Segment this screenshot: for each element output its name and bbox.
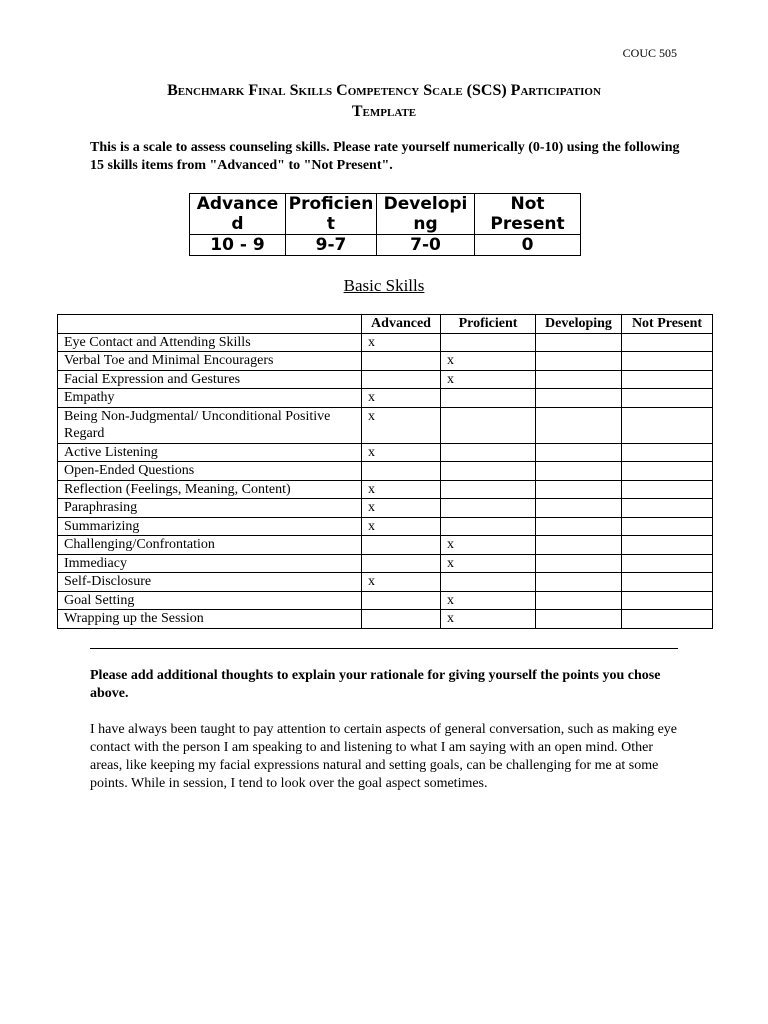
mark-not-present [622, 517, 713, 536]
mark-developing [536, 610, 622, 629]
scale-header-developing: Developing [377, 194, 475, 235]
mark-developing [536, 591, 622, 610]
skill-name: Wrapping up the Session [58, 610, 362, 629]
skill-name: Challenging/Confrontation [58, 536, 362, 555]
mark-advanced: x [362, 480, 441, 499]
mark-not-present [622, 352, 713, 371]
mark-not-present [622, 610, 713, 629]
mark-proficient [441, 499, 536, 518]
mark-not-present [622, 443, 713, 462]
skills-table-body [58, 333, 713, 628]
scale-range-proficient: 9-7 [286, 235, 377, 256]
scale-range-not-present: 0 [475, 235, 581, 256]
mark-not-present [622, 462, 713, 481]
mark-proficient [441, 389, 536, 408]
mark-developing [536, 407, 622, 443]
mark-proficient [441, 573, 536, 592]
scale-header-advanced: Advanced [190, 194, 286, 235]
mark-developing [536, 517, 622, 536]
mark-proficient [441, 480, 536, 499]
mark-proficient: x [441, 610, 536, 629]
scale-header-proficient: Proficient [286, 194, 377, 235]
skill-name: Eye Contact and Attending Skills [58, 333, 362, 352]
skills-table [57, 314, 713, 629]
mark-not-present [622, 499, 713, 518]
mark-proficient [441, 462, 536, 481]
mark-developing [536, 443, 622, 462]
mark-proficient: x [441, 591, 536, 610]
mark-advanced: x [362, 389, 441, 408]
mark-proficient: x [441, 352, 536, 371]
table-row [58, 517, 713, 536]
mark-advanced [362, 554, 441, 573]
skills-header-advanced: Advanced [362, 315, 441, 334]
scale-range-row [190, 235, 581, 256]
mark-not-present [622, 333, 713, 352]
divider-line [90, 648, 678, 649]
table-row [58, 499, 713, 518]
mark-developing [536, 462, 622, 481]
skill-name: Immediacy [58, 554, 362, 573]
mark-advanced [362, 462, 441, 481]
mark-proficient: x [441, 554, 536, 573]
skill-name: Active Listening [58, 443, 362, 462]
skill-name: Goal Setting [58, 591, 362, 610]
scale-header-not-present: Not Present [475, 194, 581, 235]
mark-advanced [362, 536, 441, 555]
skill-name: Being Non-Judgmental/ Unconditional Positive Regard [58, 407, 362, 443]
skill-name: Reflection (Feelings, Meaning, Content) [58, 480, 362, 499]
table-row [58, 389, 713, 408]
mark-advanced: x [362, 407, 441, 443]
mark-not-present [622, 370, 713, 389]
mark-proficient: x [441, 536, 536, 555]
mark-proficient [441, 407, 536, 443]
mark-developing [536, 554, 622, 573]
document-title [90, 80, 678, 122]
mark-advanced [362, 370, 441, 389]
mark-developing [536, 480, 622, 499]
mark-advanced: x [362, 333, 441, 352]
mark-not-present [622, 536, 713, 555]
table-row [58, 573, 713, 592]
table-row [58, 536, 713, 555]
mark-proficient [441, 333, 536, 352]
mark-not-present [622, 389, 713, 408]
skill-name: Self-Disclosure [58, 573, 362, 592]
table-row [58, 443, 713, 462]
table-row [58, 480, 713, 499]
mark-developing [536, 352, 622, 371]
mark-not-present [622, 591, 713, 610]
table-row [58, 370, 713, 389]
mark-not-present [622, 554, 713, 573]
title-line-1: Benchmark Final Skills Competency Scale (SCS) Participation [167, 82, 601, 99]
mark-advanced: x [362, 573, 441, 592]
skills-header-developing: Developing [536, 315, 622, 334]
mark-not-present [622, 407, 713, 443]
mark-developing [536, 536, 622, 555]
intro-text: This is a scale to assess counseling skills. Please rate yourself numerically (0-10) using the following 15 skills items from "Advanced" to "Not Present". [90, 140, 680, 173]
scale-range-advanced: 10 - 9 [190, 235, 286, 256]
mark-developing [536, 333, 622, 352]
mark-advanced: x [362, 443, 441, 462]
table-row [58, 610, 713, 629]
title-line-2: Template [351, 103, 417, 120]
mark-proficient [441, 443, 536, 462]
skill-name: Facial Expression and Gestures [58, 370, 362, 389]
mark-advanced: x [362, 517, 441, 536]
mark-advanced [362, 352, 441, 371]
skills-header-row [58, 315, 713, 334]
mark-proficient: x [441, 370, 536, 389]
rating-scale-table [189, 193, 581, 256]
mark-not-present [622, 573, 713, 592]
mark-advanced [362, 610, 441, 629]
course-code: COUC 505 [622, 46, 677, 60]
mark-developing [536, 389, 622, 408]
mark-proficient [441, 517, 536, 536]
table-row [58, 591, 713, 610]
skill-name: Summarizing [58, 517, 362, 536]
skill-name: Empathy [58, 389, 362, 408]
table-row [58, 554, 713, 573]
mark-advanced: x [362, 499, 441, 518]
mark-developing [536, 499, 622, 518]
skills-header-skill [58, 315, 362, 334]
skill-name: Verbal Toe and Minimal Encouragers [58, 352, 362, 371]
table-row [58, 333, 713, 352]
skills-header-not-present: Not Present [622, 315, 713, 334]
table-row [58, 462, 713, 481]
mark-developing [536, 370, 622, 389]
table-row [58, 352, 713, 371]
mark-not-present [622, 480, 713, 499]
rationale-prompt: Please add additional thoughts to explain your rationale for giving yourself the points you chose above. [90, 668, 661, 701]
scale-header-row [190, 194, 581, 235]
skill-name: Paraphrasing [58, 499, 362, 518]
skill-name: Open-Ended Questions [58, 462, 362, 481]
skills-header-proficient: Proficient [441, 315, 536, 334]
rationale-answer: I have always been taught to pay attention to certain aspects of general conversation, such as making eye contact with the person I am speaking to and listening to what I am saying with an open mind. Other areas, like keeping my facial expressions natural and setting goals, can be challenging for me at some points. While in session, I tend to look over the goal aspect sometimes. [90, 722, 678, 791]
scale-range-developing: 7-0 [377, 235, 475, 256]
mark-developing [536, 573, 622, 592]
mark-advanced [362, 591, 441, 610]
table-row [58, 407, 713, 443]
section-title: Basic Skills [343, 276, 425, 295]
